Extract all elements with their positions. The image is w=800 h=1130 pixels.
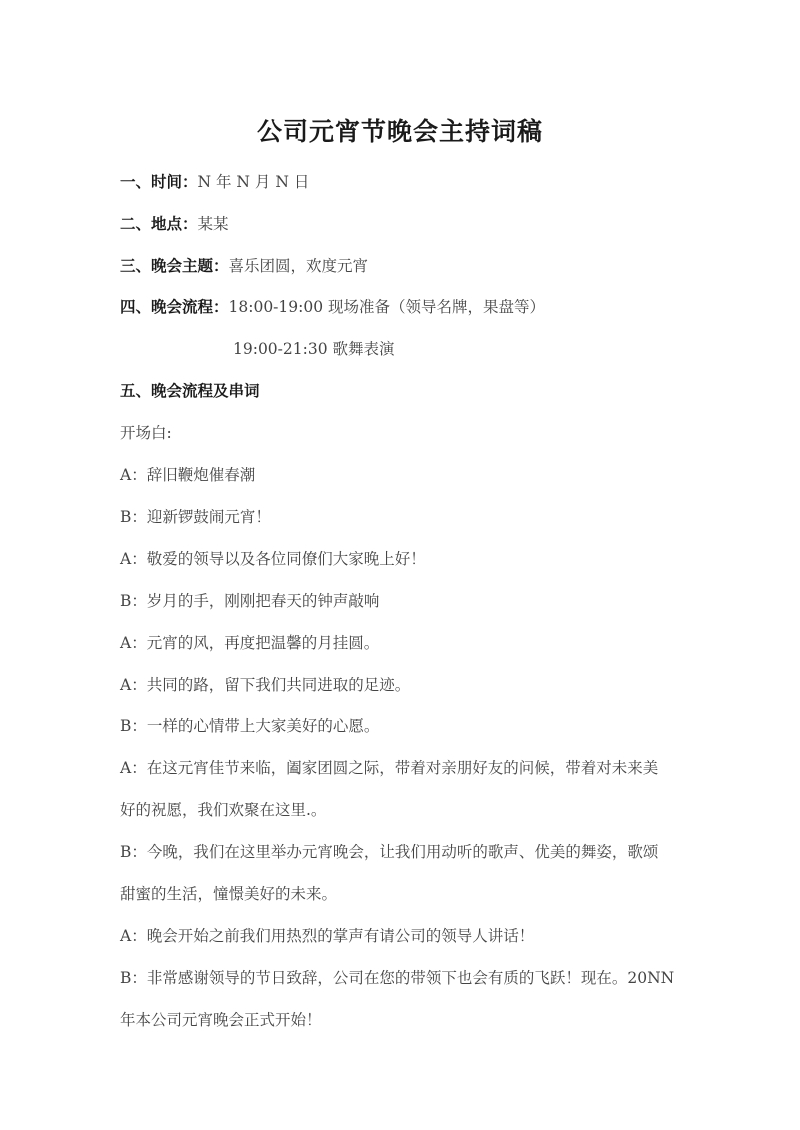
opening-label: 开场白: (120, 424, 172, 442)
script-line: 年本公司元宵晚会正式开始！ (120, 1011, 322, 1029)
section-heading: 五、晚会流程及串词 (120, 382, 260, 400)
info-location (120, 214, 229, 234)
script-line: A：敬爱的领导以及各位同僚们大家晚上好！ (120, 550, 426, 568)
script-line: B：非常感谢领导的节日致辞，公司在您的带领下也会有质的飞跃！现在。20NN (120, 969, 675, 987)
script-line: A：晚会开始之前我们用热烈的掌声有请公司的领导人讲话！ (120, 927, 535, 945)
info-flow (120, 297, 545, 317)
document-title: 公司元宵节晚会主持词稿 (256, 117, 543, 146)
script-line: B：一样的心情带上大家美好的心愿。 (120, 717, 380, 735)
script-line: 好的祝愿，我们欢聚在这里.。 (120, 801, 327, 819)
script-line: A：在这元宵佳节来临，阖家团圆之际，带着对亲朋好友的问候，带着对未来美 (120, 759, 659, 777)
script-line: 甜蜜的生活，憧憬美好的未来。 (120, 885, 338, 903)
script-line: B：迎新锣鼓闹元宵！ (120, 508, 271, 526)
info-flow-label: 四、晚会流程： (120, 298, 229, 316)
script-line: A：元宵的风，再度把温馨的月挂圆。 (120, 634, 380, 652)
info-location-value: 某某 (197, 215, 229, 233)
info-theme (120, 256, 368, 276)
info-flow-value: 18:00-19:00 现场准备（领导名牌，果盘等） (228, 298, 546, 316)
info-time (120, 172, 309, 192)
info-location-label: 二、地点： (120, 215, 198, 233)
info-time-value: N 年 N 月 N 日 (197, 173, 310, 191)
info-flow-continued: 19:00-21:30 歌舞表演 (233, 340, 395, 358)
info-theme-label: 三、晚会主题： (120, 257, 229, 275)
script-line: A：共同的路，留下我们共同进取的足迹。 (120, 676, 411, 694)
script-line: B：岁月的手，刚刚把春天的钟声敲响 (120, 592, 380, 610)
script-line: A：辞旧鞭炮催春潮 (120, 466, 256, 484)
script-line: B：今晚，我们在这里举办元宵晚会，让我们用动听的歌声、优美的舞姿，歌颂 (120, 843, 659, 861)
info-theme-value: 喜乐团圆，欢度元宵 (228, 257, 369, 275)
info-time-label: 一、时间： (120, 173, 198, 191)
